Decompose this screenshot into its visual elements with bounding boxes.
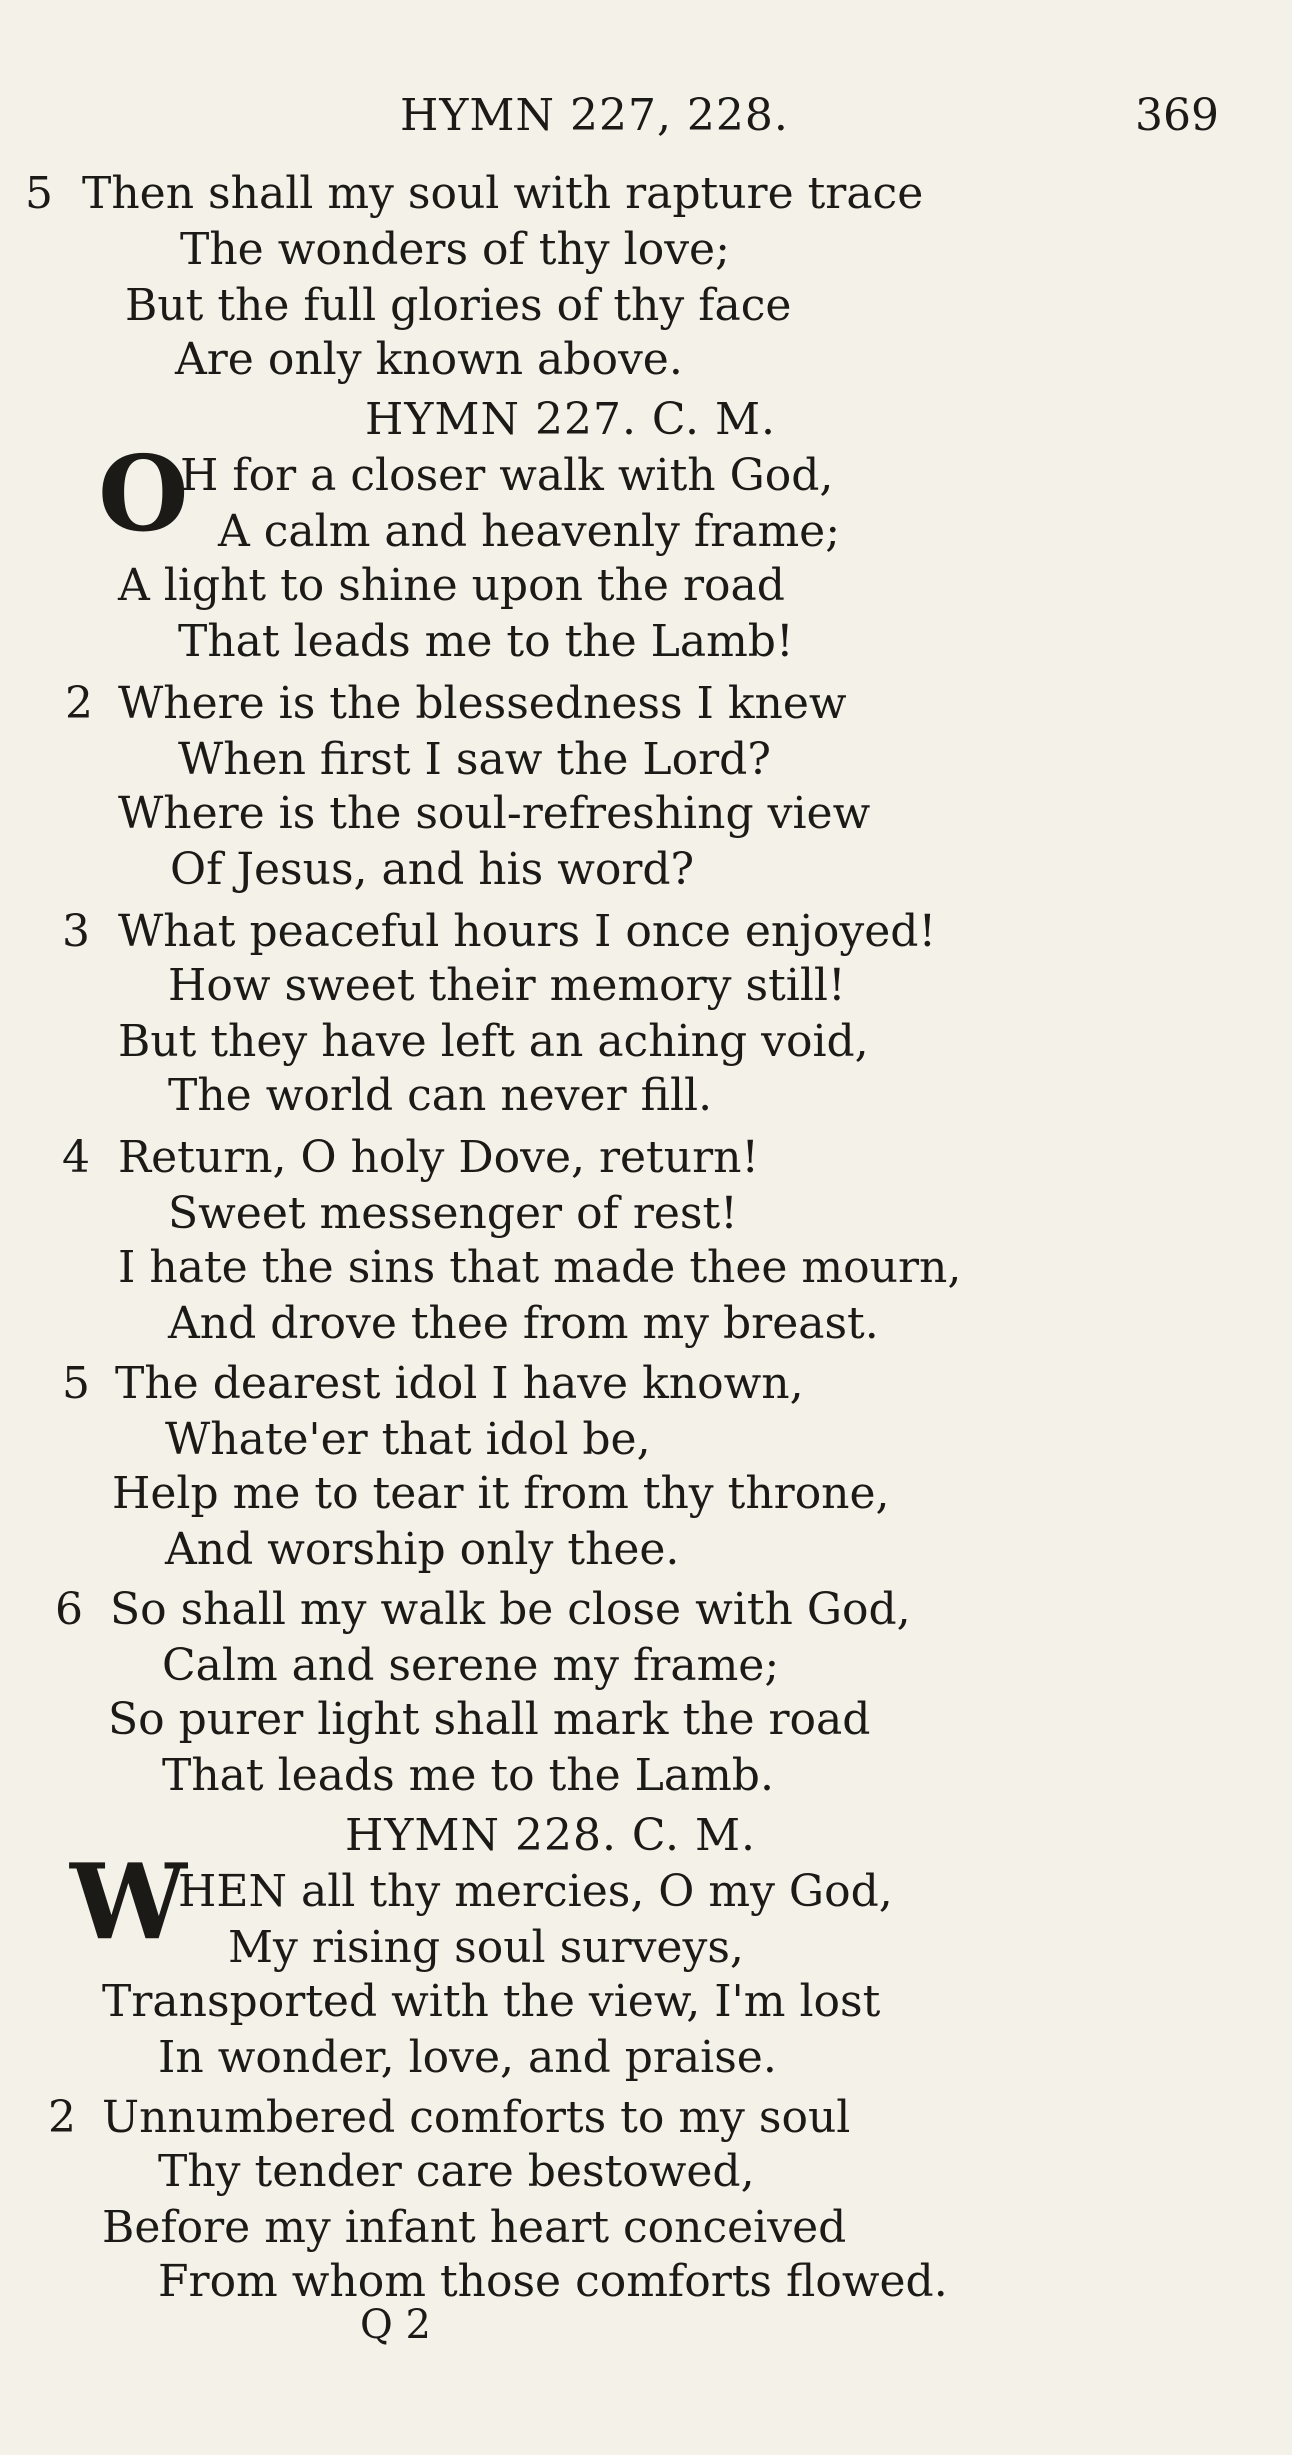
verse-line: Thy tender care bestowed, (158, 2146, 755, 2197)
verse-line: HEN all thy mercies, O my God, (178, 1866, 893, 1917)
verse-line: Unnumbered comforts to my soul (102, 2092, 851, 2143)
verse-line: And worship only thee. (165, 1524, 680, 1575)
hymn-title: HYMN 228. C. M. (345, 1810, 757, 1861)
verse-number: 5 (25, 168, 53, 219)
verse-line: The wonders of thy love; (180, 224, 730, 275)
verse-line: H for a closer walk with God, (180, 450, 834, 501)
verse-line: A calm and heavenly frame; (218, 506, 841, 557)
verse-line: A light to shine upon the road (118, 560, 785, 611)
verse-line: Calm and serene my frame; (162, 1640, 780, 1691)
verse-line: Are only known above. (175, 334, 683, 385)
verse-line: When first I saw the Lord? (178, 734, 771, 785)
drop-cap: O (98, 432, 189, 555)
verse-line: Return, O holy Dove, return! (118, 1132, 760, 1183)
verse-line: In wonder, love, and praise. (158, 2032, 777, 2083)
verse-number: 2 (48, 2092, 76, 2143)
verse-line: Whate'er that idol be, (165, 1414, 651, 1465)
verse-number: 6 (55, 1584, 83, 1635)
verse-line: The world can never fill. (168, 1070, 713, 1121)
verse-line: Help me to tear it from thy throne, (112, 1468, 890, 1519)
verse-number: 3 (62, 906, 90, 957)
verse-line: Where is the soul-refreshing view (118, 788, 871, 839)
verse-line: Then shall my soul with rapture trace (82, 168, 924, 219)
verse-line: And drove thee from my breast. (168, 1298, 879, 1349)
verse-number: 5 (62, 1358, 90, 1409)
verse-line: What peaceful hours I once enjoyed! (118, 906, 937, 957)
hymn-title: HYMN 227. C. M. (365, 394, 777, 445)
verse-line: Before my infant heart conceived (102, 2202, 847, 2253)
verse-line: My rising soul surveys, (228, 1922, 744, 1973)
drop-cap: W (70, 1840, 187, 1963)
verse-line: From whom those comforts flowed. (158, 2256, 948, 2307)
verse-line: So shall my walk be close with God, (110, 1584, 911, 1635)
verse-line: But they have left an aching void, (118, 1016, 869, 1067)
verse-line: Of Jesus, and his word? (170, 844, 695, 895)
verse-line: Transported with the view, I'm lost (102, 1976, 881, 2027)
verse-line: But the full glories of thy face (125, 280, 792, 331)
running-head: HYMN 227, 228. (400, 90, 789, 141)
verse-number: 4 (62, 1132, 90, 1183)
verse-line: That leads me to the Lamb! (178, 616, 794, 667)
verse-line: Sweet messenger of rest! (168, 1188, 738, 1239)
verse-line: I hate the sins that made thee mourn, (118, 1242, 962, 1293)
page-number: 369 (1135, 90, 1219, 141)
verse-number: 2 (65, 678, 93, 729)
verse-line: How sweet their memory still! (168, 960, 846, 1011)
signature-mark: Q 2 (360, 2302, 431, 2348)
verse-line: The dearest idol I have known, (115, 1358, 804, 1409)
verse-line: Where is the blessedness I knew (118, 678, 847, 729)
verse-line: So purer light shall mark the road (108, 1694, 871, 1745)
verse-line: That leads me to the Lamb. (162, 1750, 774, 1801)
